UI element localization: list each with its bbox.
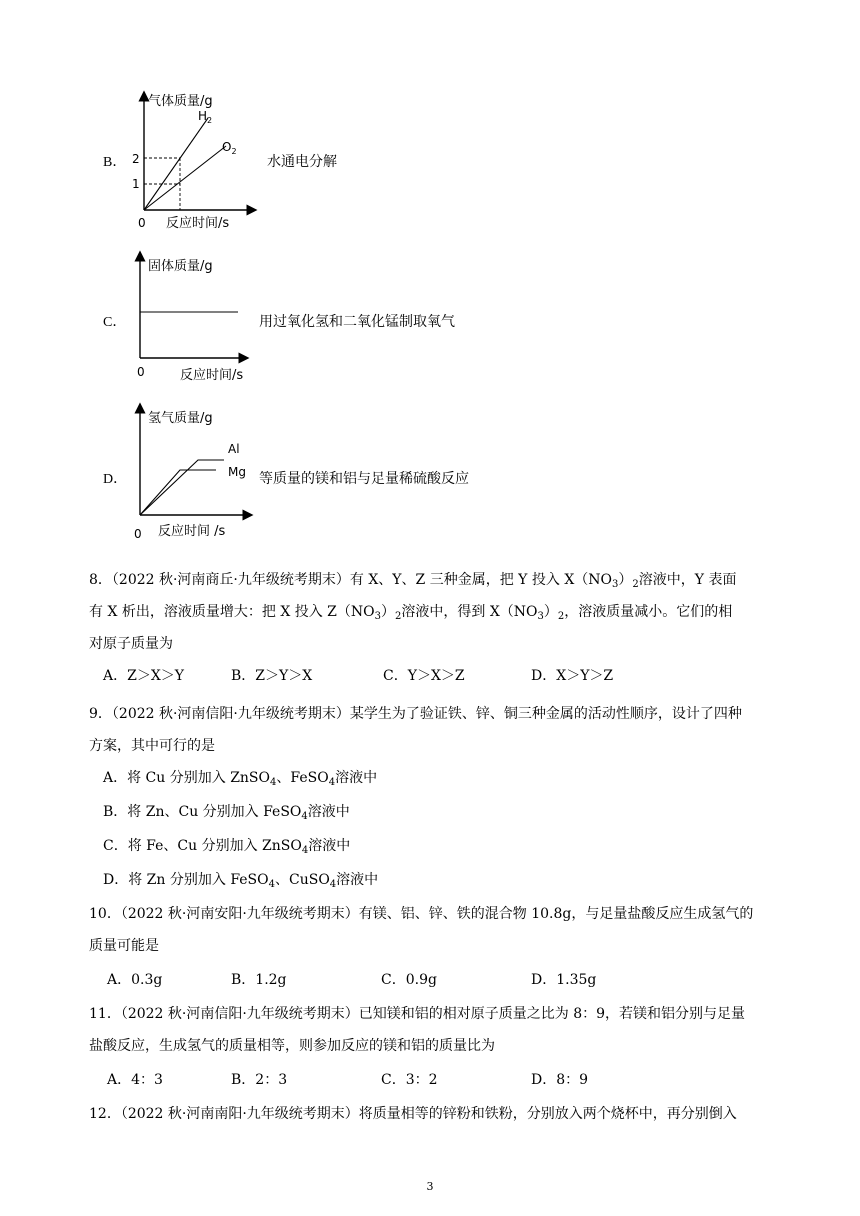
graph-b-ylabel: 气体质量/g [148, 94, 213, 109]
graph-b-tick-1: 1 [132, 177, 140, 191]
q8-choice-c[interactable]: C．Y＞X＞Z [383, 668, 465, 684]
graph-d [118, 400, 258, 545]
graph-d-origin: 0 [134, 527, 142, 541]
q11-choice-c[interactable]: C．3：2 [381, 1072, 438, 1088]
graph-c [118, 248, 258, 388]
graph-b-xlabel: 反应时间/s [166, 216, 230, 231]
q11-choice-b[interactable]: B．2：3 [231, 1072, 288, 1088]
q9-line-2: 方案，其中可行的是 [89, 738, 215, 754]
q9-line-1: 9．（2022 秋·河南信阳·九年级统考期末）某学生为了验证铁、锌、铜三种金属的活动性顺序，设计了四种 [89, 706, 742, 722]
graph-b-o2-line [144, 146, 226, 210]
q8-line-1: 8．（2022 秋·河南商丘·九年级统考期末）有 X、Y、Z 三种金属，把 Y 投入 $X(NO_3)_2$溶液中，Y 表面 [89, 572, 737, 590]
q10-line-2: 质量可能是 [89, 938, 159, 954]
graph-b-o2-label: $O_2$ [222, 140, 237, 156]
graph-c-origin: 0 [137, 365, 145, 379]
graph-d-al-line [140, 460, 224, 515]
option-c-letter: C． [103, 315, 127, 330]
graph-b [118, 88, 258, 233]
graph-b-h2-line [144, 118, 208, 210]
graph-c-ylabel: 固体质量/g [148, 259, 213, 274]
q8-choice-b[interactable]: B．Z＞Y＞X [231, 668, 313, 684]
graph-d-xlabel: 反应时间 /s [158, 524, 226, 539]
option-b-desc: 水通电分解 [267, 154, 337, 170]
q8-line-3: 对原子质量为 [89, 636, 173, 652]
option-c-desc: 用过氧化氢和二氧化锰制取氧气 [259, 314, 455, 330]
option-d-desc: 等质量的镁和铝与足量稀硫酸反应 [259, 471, 469, 487]
q9-choice-d[interactable]: D．将 Zn 分别加入 FeSO$_4$、CuSO$_4$溶液中 [103, 872, 379, 890]
graph-d-mg-label: Mg [228, 465, 246, 479]
q8-choice-d[interactable]: D．X＞Y＞Z [531, 668, 614, 684]
graph-d-mg-line [140, 470, 216, 515]
q10-choice-d[interactable]: D．1.35g [531, 972, 597, 988]
q9-choice-b[interactable]: B．将 Zn、Cu 分别加入 FeSO$_4$溶液中 [103, 804, 350, 822]
page-number: 3 [426, 1180, 434, 1193]
q12-line-1: 12．（2022 秋·河南南阳·九年级统考期末）将质量相等的锌粉和铁粉，分别放入两个烧杯中，再分别倒入 [89, 1106, 737, 1122]
q10-choice-a[interactable]: A．0.3g [107, 972, 163, 988]
graph-d-al-label: Al [228, 442, 240, 456]
q11-line-2: 盐酸反应，生成氢气的质量相等，则参加反应的镁和铝的质量比为 [89, 1038, 495, 1054]
graph-c-xlabel: 反应时间/s [180, 368, 244, 383]
option-b-letter: B． [103, 155, 127, 170]
q10-choice-b[interactable]: B．1.2g [231, 972, 287, 988]
q9-choice-a[interactable]: A．将 Cu 分别加入 ZnSO$_4$、FeSO$_4$溶液中 [103, 770, 378, 788]
q9-choice-c[interactable]: C．将 Fe、Cu 分别加入 ZnSO$_4$溶液中 [103, 838, 351, 856]
q10-line-1: 10．（2022 秋·河南安阳·九年级统考期末）有镁、铝、锌、铁的混合物 10.8g，与足量盐酸反应生成氢气的 [89, 906, 754, 922]
q11-choice-d[interactable]: D．8：9 [531, 1072, 589, 1088]
q11-line-1: 11．（2022 秋·河南信阳·九年级统考期末）已知镁和铝的相对原子质量之比为 8：9，若镁和铝分别与足量 [89, 1006, 746, 1022]
q10-choice-c[interactable]: C．0.9g [381, 972, 437, 988]
q8-line-2: 有 X 析出，溶液质量增大：把 X 投入 $Z(NO_3)_2$溶液中，得到 $X(NO_3)_2$，溶液质量减小。它们的相 [89, 604, 733, 622]
option-d-letter: D． [103, 472, 128, 487]
q11-choice-a[interactable]: A．4：3 [107, 1072, 163, 1088]
q8-choice-a[interactable]: A．Z＞X＞Y [103, 668, 185, 684]
graph-b-tick-2: 2 [132, 152, 140, 166]
graph-d-ylabel: 氢气质量/g [148, 411, 213, 426]
graph-b-h2-label: $H_2$ [198, 109, 213, 125]
graph-b-origin: 0 [138, 216, 146, 230]
